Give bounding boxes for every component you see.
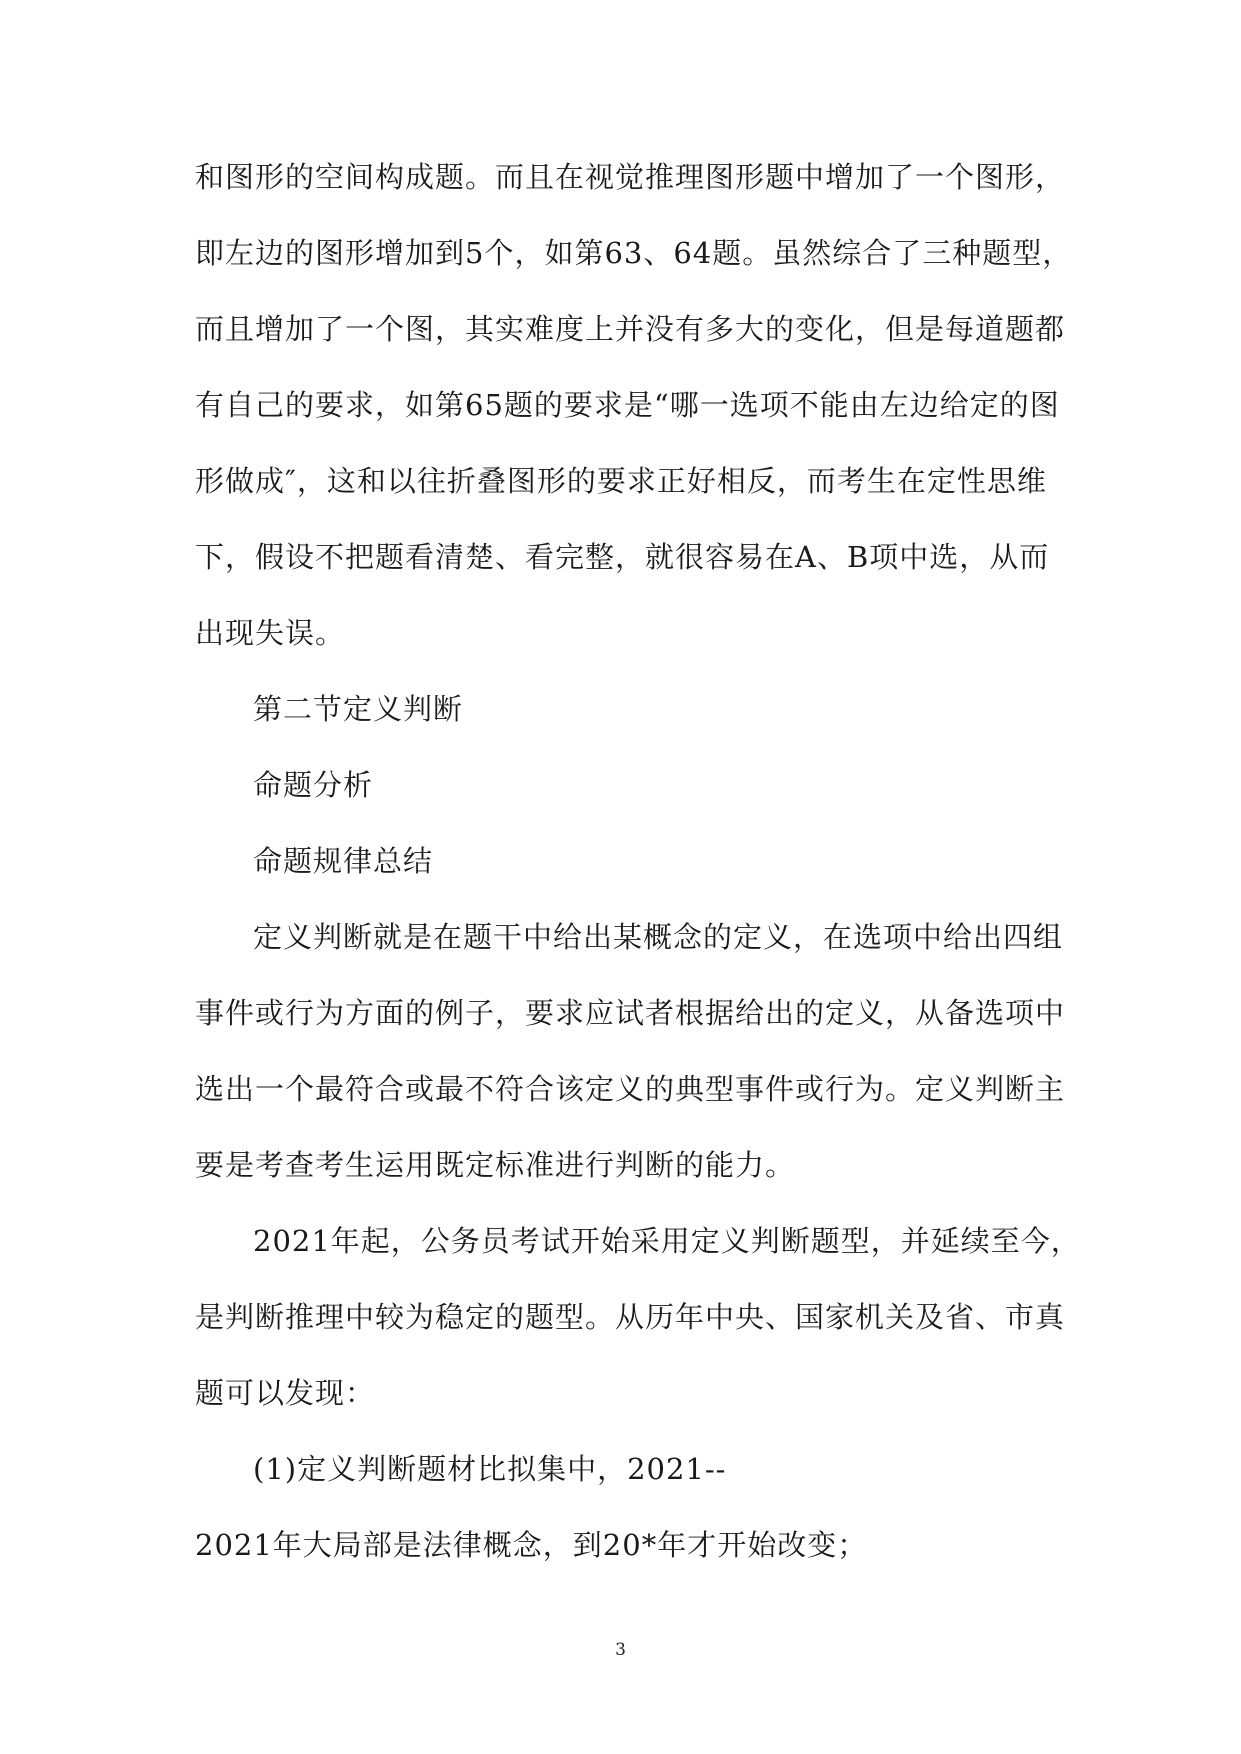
paragraph-line: 题可以发现：	[195, 1376, 376, 1410]
page-number: 3	[615, 1640, 626, 1660]
subsection-heading: 命题规律总结	[253, 844, 434, 878]
paragraph-line: 而且增加了一个图，其实难度上并没有多大的变化，但是每道题都	[195, 312, 1066, 346]
paragraph-line: 要是考查考生运用既定标准进行判断的能力。	[195, 1148, 796, 1182]
paragraph-line: 下，假设不把题看清楚、看完整，就很容易在A、B项中选，从而	[195, 540, 1050, 574]
paragraph-line: 即左边的图形增加到5个，如第63、64题。虽然综合了三种题型，	[195, 236, 1073, 270]
paragraph-line: 和图形的空间构成题。而且在视觉推理图形题中增加了一个图形，	[195, 160, 1066, 194]
paragraph-line: 是判断推理中较为稳定的题型。从历年中央、国家机关及省、市真	[195, 1300, 1066, 1334]
paragraph-line: 有自己的要求，如第65题的要求是“哪一选项不能由左边给定的图	[195, 388, 1060, 422]
paragraph-line: 形做成″，这和以往折叠图形的要求正好相反，而考生在定性思维	[195, 464, 1047, 498]
paragraph-line: 2021年起，公务员考试开始采用定义判断题型，并延续至今，	[253, 1224, 1081, 1258]
paragraph-line: 事件或行为方面的例子，要求应试者根据给出的定义，从备选项中	[195, 996, 1066, 1030]
paragraph-line: 出现失误。	[195, 616, 346, 650]
paragraph-line: 2021年大局部是法律概念，到20*年才开始改变；	[195, 1528, 868, 1562]
paragraph-line: 定义判断就是在题干中给出某概念的定义，在选项中给出四组	[253, 920, 1064, 954]
list-item: (1)定义判断题材比拟集中，2021--	[253, 1452, 727, 1486]
subsection-heading: 命题分析	[253, 768, 374, 802]
section-heading: 第二节定义判断	[253, 692, 464, 726]
paragraph-line: 选出一个最符合或最不符合该定义的典型事件或行为。定义判断主	[195, 1072, 1066, 1106]
